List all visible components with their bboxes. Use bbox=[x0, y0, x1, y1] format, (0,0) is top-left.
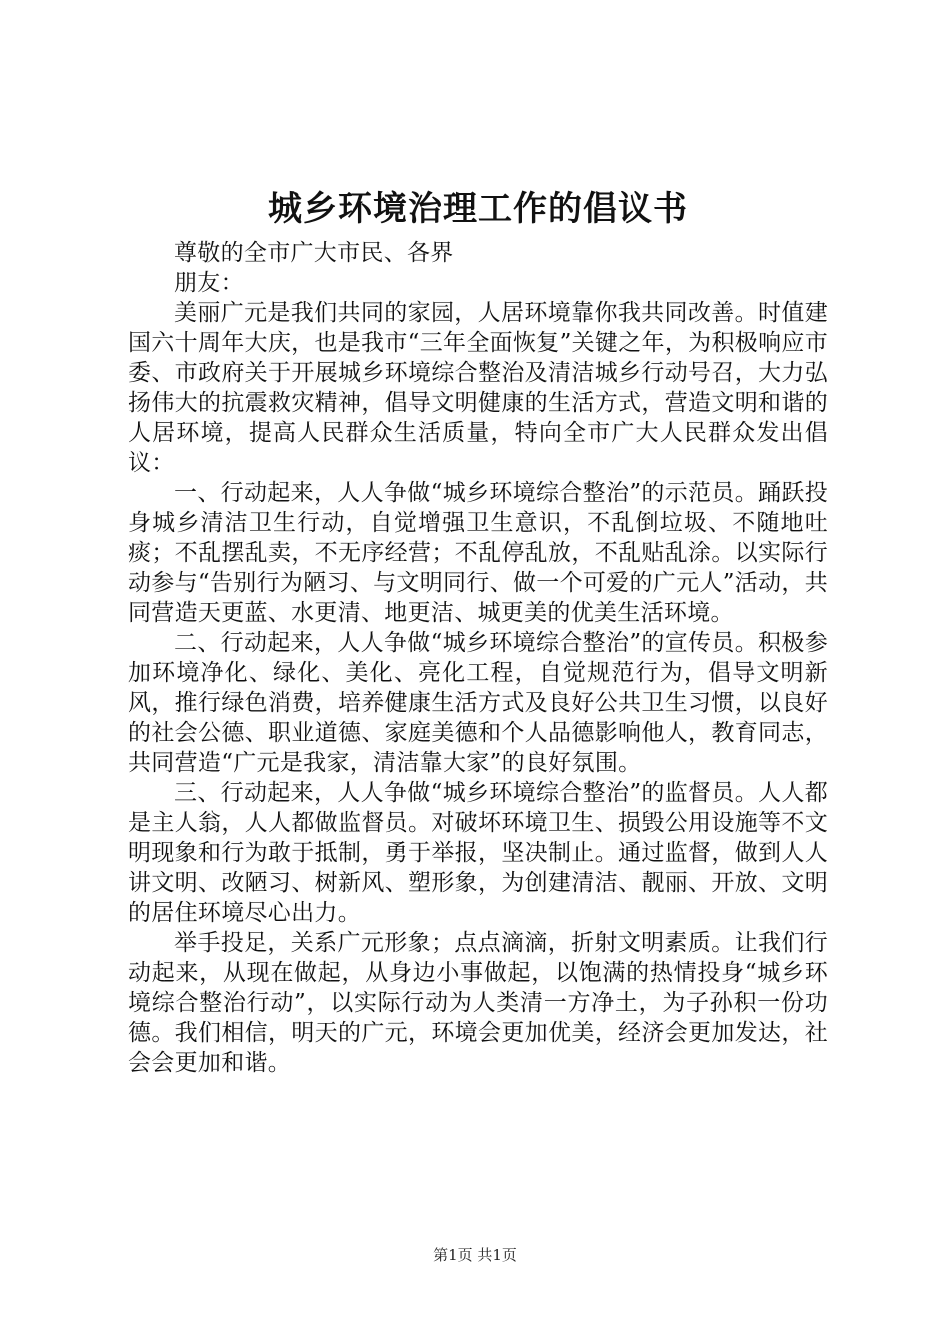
paragraph-intro: 美丽广元是我们共同的家园，人居环境靠你我共同改善。时值建国六十周年大庆，也是我市“三年全面恢复”关键之年，为积极响应市委、市政府关于开展城乡环境综合整治及清洁城乡行动号召，大力弘扬伟大的抗震救灾精神，倡导文明健康的生活方式，营造文明和谐的人居环境，提高人民群众生活质量，特向全市广大人民群众发出倡议： bbox=[128, 300, 828, 476]
document-title: 城乡环境治理工作的倡议书 bbox=[268, 189, 688, 229]
paragraph-item-3: 三、行动起来，人人争做“城乡环境综合整治”的监督员。人人都是主人翁，人人都做监督员。对破坏环境卫生、损毁公用设施等不文明现象和行为敢于抵制，勇于举报，坚决制止。通过监督，做到人人讲文明、改陋习、树新风、塑形象，为创建清洁、靓丽、开放、文明的居住环境尽心出力。 bbox=[128, 780, 828, 926]
greeting-line-2: 朋友： bbox=[174, 270, 244, 296]
paragraph-closing: 举手投足，关系广元形象；点点滴滴，折射文明素质。让我们行动起来，从现在做起，从身边小事做起，以饱满的热情投身“城乡环境综合整治行动”，以实际行动为人类清一方净土，为子孙积一份功德。我们相信，明天的广元，环境会更加优美，经济会更加发达，社会会更加和谐。 bbox=[128, 930, 828, 1076]
page-number-footer: 第1页 共1页 bbox=[433, 1246, 517, 1264]
document-page bbox=[128, 0, 828, 1344]
paragraph-item-1: 一、行动起来，人人争做“城乡环境综合整治”的示范员。踊跃投身城乡清洁卫生行动，自觉增强卫生意识，不乱倒垃圾、不随地吐痰；不乱摆乱卖，不无序经营；不乱停乱放，不乱贴乱涂。以实际行动参与“告别行为陋习、与文明同行、做一个可爱的广元人”活动，共同营造天更蓝、水更清、地更洁、城更美的优美生活环境。 bbox=[128, 480, 828, 626]
paragraph-item-2: 二、行动起来，人人争做“城乡环境综合整治”的宣传员。积极参加环境净化、绿化、美化、亮化工程，自觉规范行为，倡导文明新风，推行绿色消费，培养健康生活方式及良好公共卫生习惯，以良好的社会公德、职业道德、家庭美德和个人品德影响他人，教育同志，共同营造“广元是我家，清洁靠大家”的良好氛围。 bbox=[128, 630, 828, 776]
greeting-line-1: 尊敬的全市广大市民、各界 bbox=[174, 240, 454, 266]
document-body bbox=[128, 238, 828, 1078]
